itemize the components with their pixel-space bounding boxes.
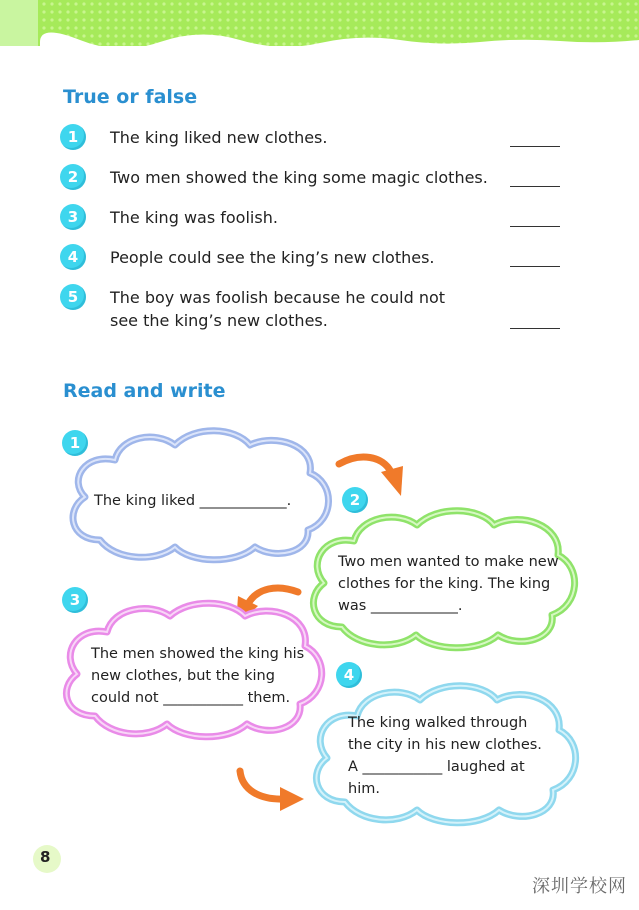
number-badge-4: 4 — [336, 662, 362, 688]
tf-statement: People could see the king’s new clothes. — [110, 248, 435, 267]
number-badge: 2 — [60, 164, 86, 190]
answer-blank[interactable] — [510, 186, 560, 187]
cloud-3-text: The men showed the king his new clothes, but the king could not ___________ them. — [91, 646, 305, 706]
answer-blank[interactable] — [510, 266, 560, 267]
number-badge-1: 1 — [62, 430, 88, 456]
number-badge: 4 — [60, 244, 86, 270]
read-and-write-heading: Read and write — [63, 380, 226, 402]
number-badge: 3 — [60, 204, 86, 230]
watermark: 深圳学校网 — [532, 876, 627, 897]
orange-arrow-icon — [232, 765, 307, 813]
number-badge-3: 3 — [62, 587, 88, 613]
answer-blank[interactable] — [510, 226, 560, 227]
number-badge: 1 — [60, 124, 86, 150]
answer-blank[interactable] — [510, 146, 560, 147]
number-badge: 5 — [60, 284, 86, 310]
cloud-2-text: Two men wanted to make new clothes for the king. The king was ____________. — [338, 554, 559, 614]
tf-statement: The king liked new clothes. — [110, 128, 328, 147]
answer-blank[interactable] — [510, 328, 560, 329]
tf-statement: The boy was foolish because he could not see the king’s new clothes. — [110, 288, 446, 330]
number-badge-2: 2 — [342, 487, 368, 513]
true-or-false-heading: True or false — [63, 86, 198, 108]
cloud-1-text: The king liked ____________. — [94, 493, 292, 509]
page-number: 8 — [40, 848, 51, 866]
tf-statement: The king was foolish. — [110, 208, 278, 227]
tf-statement: Two men showed the king some magic clothes. — [110, 168, 488, 187]
cloud-4-text: The king walked through the city in his new clothes. A ___________ laughed at him. — [348, 715, 542, 797]
top-green-band — [0, 0, 639, 46]
